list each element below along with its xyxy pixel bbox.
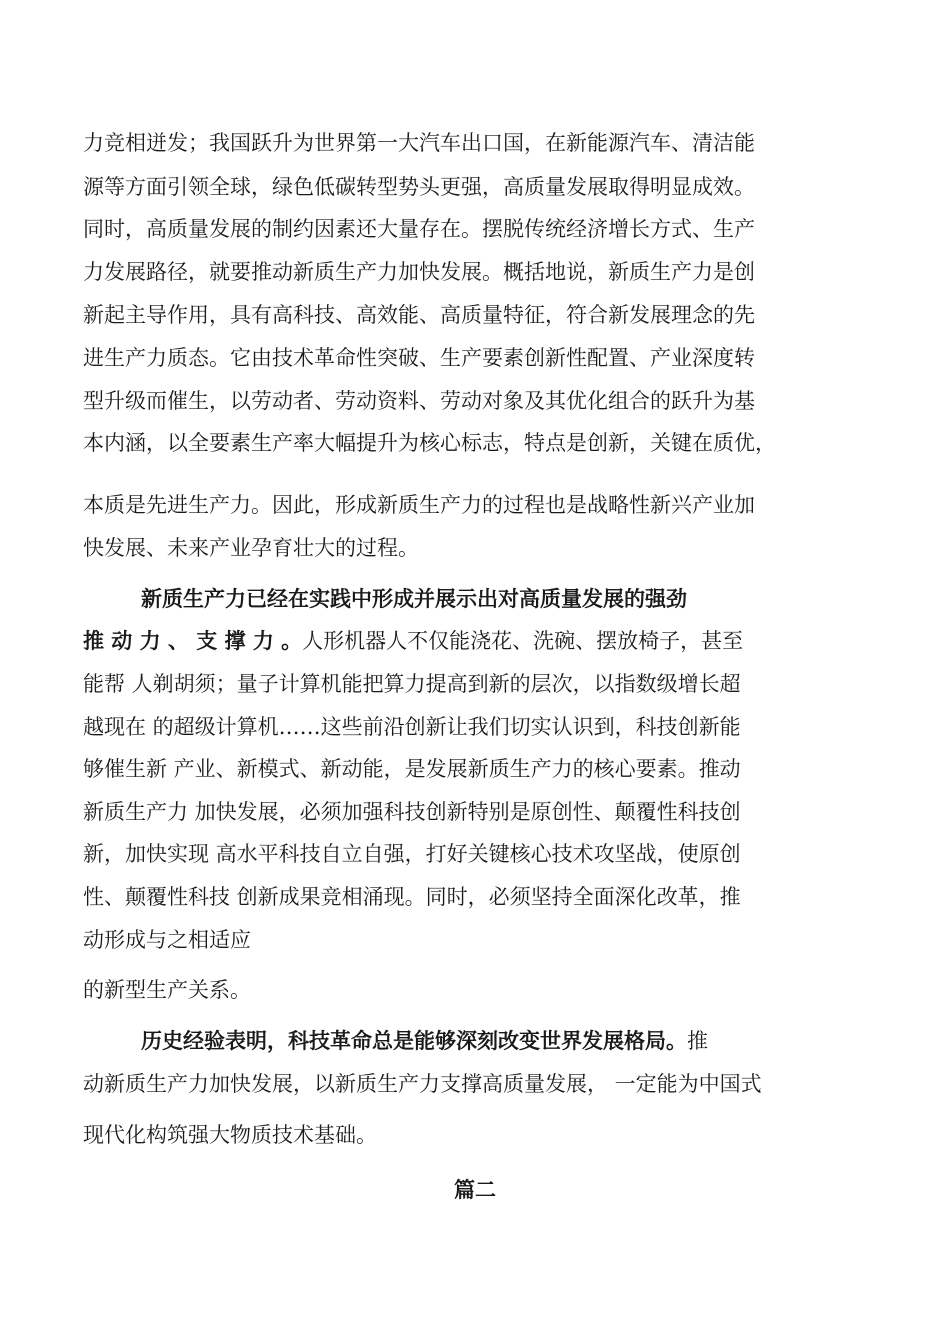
text-line: 越现在 的超级计算机……这些前沿创新让我们切实认识到，科技创新能 (83, 715, 741, 739)
text-line: 本质是先进生产力。因此，形成新质生产力的过程也是战略性新兴产业加 (83, 493, 755, 517)
text-line: 本内涵，以全要素生产率大幅提升为核心标志，特点是创新，关键在质优， (83, 431, 776, 455)
text-line: 新，加快实现 高水平科技自立自强，打好关键核心技术攻坚战，使原创 (83, 842, 741, 866)
text-line: 型升级而催生，以劳动者、劳动资料、劳动对象及其优化组合的跃升为基 (83, 389, 755, 413)
text-line: 新质生产力 加快发展，必须加强科技创新特别是原创性、颠覆性科技创 (83, 800, 741, 824)
text-segment: 推 (687, 1029, 708, 1053)
text-line (141, 1027, 708, 1055)
text-line: 力发展路径，就要推动新质生产力加快发展。概括地说，新质生产力是创 (83, 260, 755, 284)
text-line: 现代化构筑强大物质技术基础。 (83, 1123, 377, 1147)
section-heading: 篇二 (454, 1177, 496, 1202)
text-line: 动新质生产力加快发展，以新质生产力支撑高质量发展， 一定能为中国式 (83, 1072, 762, 1096)
text-line: 源等方面引领全球，绿色低碳转型势头更强，高质量发展取得明显成效。 (83, 175, 755, 199)
bold-lead-sentence-end: 推 动 力 、 支 撑 力 。 (83, 628, 303, 653)
text-line: 性、颠覆性科技 创新成果竞相涌现。同时，必须坚持全面深化改革，推 (83, 885, 741, 909)
text-line: 力竞相迸发；我国跃升为世界第一大汽车出口国，在新能源汽车、清洁能 (83, 131, 755, 155)
text-line: 快发展、未来产业孕育壮大的过程。 (83, 536, 419, 560)
text-line: 动形成与之相适应 (83, 928, 251, 952)
text-line: 够催生新 产业、新模式、新动能，是发展新质生产力的核心要素。推动 (83, 757, 741, 781)
text-line: 新起主导作用，具有高科技、高效能、高质量特征，符合新发展理念的先 (83, 303, 755, 327)
text-line: 能帮 人剃胡须；量子计算机能把算力提高到新的层次，以指数级增长超 (83, 672, 741, 696)
text-line: 的新型生产关系。 (83, 978, 251, 1002)
bold-lead-sentence: 历史经验表明，科技革命总是能够深刻改变世界发展格局。 (141, 1028, 687, 1053)
text-segment: 人形机器人不仅能浇花、洗碗、摆放椅子，甚至 (302, 629, 744, 653)
text-line: 同时，高质量发展的制约因素还大量存在。摆脱传统经济增长方式、生产 (83, 217, 755, 241)
text-line (83, 627, 743, 655)
bold-lead-sentence: 新质生产力已经在实践中形成并展示出对高质量发展的强劲 (141, 586, 687, 611)
text-line: 进生产力质态。它由技术革命性突破、生产要素创新性配置、产业深度转 (83, 346, 755, 370)
